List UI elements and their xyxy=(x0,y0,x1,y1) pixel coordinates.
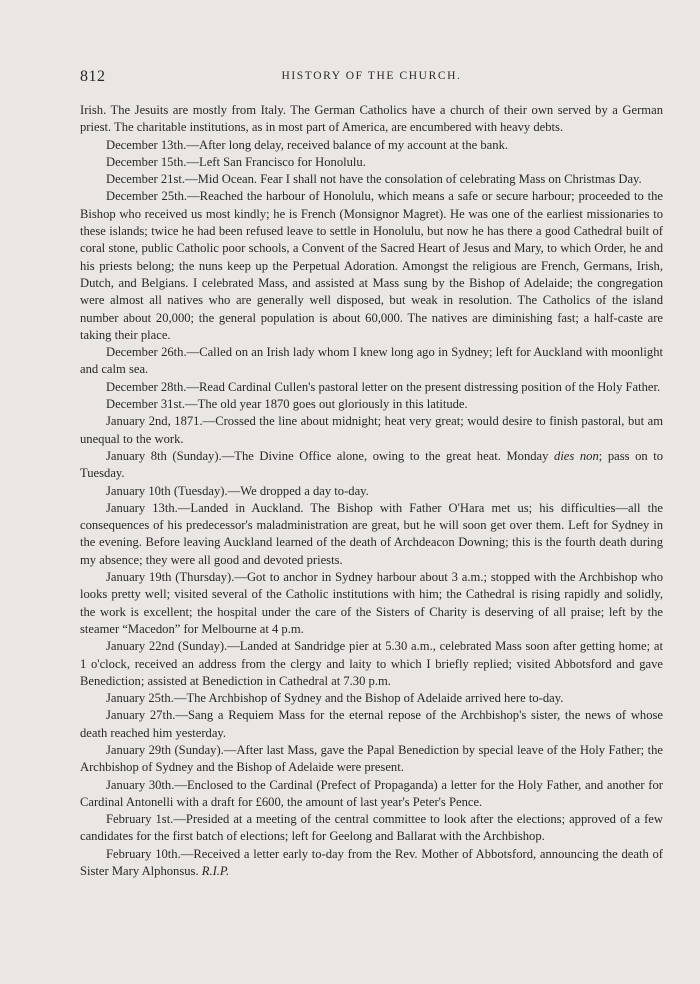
italic-phrase: R.I.P. xyxy=(201,864,230,879)
paragraph-jan-29: January 29th (Sunday).—After last Mass, gave the Papal Benediction by special leave of the Holy Father; the Archbishop of Sydney and the Bishop of Adelaide were present. xyxy=(80,742,663,775)
paragraph-jan-2: January 2nd, 1871.—Crossed the line about midnight; heat very great; would desire to finish pastoral, but am unequal to the work. xyxy=(80,414,663,446)
paragraph-dec-15: December 15th.—Left San Francisco for Honolulu. xyxy=(106,154,366,169)
body-text xyxy=(80,102,663,880)
paragraph-continuation: Irish. The Jesuits are mostly from Italy. The German Catholics have a church of their own served by a German priest. The charitable institutions, as in most part of America, are encumbered with heavy debts. xyxy=(80,103,663,135)
paragraph-dec-26: December 26th.—Called on an Irish lady whom I knew long ago in Sydney; left for Auckland with moonlight and calm sea. xyxy=(80,345,663,377)
paragraph-dec-21: December 21st.—Mid Ocean. Fear I shall not have the consolation of celebrating Mass on Christmas Day. xyxy=(106,172,642,187)
paragraph-dec-25: December 25th.—Reached the harbour of Honolulu, which means a safe or secure harbour; proceeded to the Bishop who received us most kindly; he is French (Monsignor Magret). He was one of the earliest missionaries to these islands; twice he had been refused leave to settle in Honolulu, but now he has there a good Cathedral built of coral stone, public Catholic poor schools, a Convent of the Sacred Heart of Jesus and Mary, to which Order, he and his priests belong; the nuns keep up the Perpetual Adoration. Amongst the religious are French, Germans, Irish, Dutch, and Belgians. I celebrated Mass, and assisted at Mass sung by the Bishop of Adelaide; the congregation were almost all natives who are generally well disposed, but weak in resolution. The Catholics of the island number about 20,000; the general population is about 60,000. The natives are diminishing fast; a half-caste are taking their place. xyxy=(80,189,663,342)
paragraph-jan-10: January 10th (Tuesday).—We dropped a day to-day. xyxy=(106,483,369,498)
book-page xyxy=(80,68,663,880)
paragraph-jan-19: January 19th (Thursday).—Got to anchor in Sydney harbour about 3 a.m.; stopped with the Archbishop who looks pretty well; visited several of the Catholic institutions with him; the Cathedral is rising rapidly and solidly, the work is excellent; the hospital under the care of the Sisters of Charity is deserving of all praise; left by the steamer “Macedon” for Melbourne at 4 p.m. xyxy=(80,570,663,636)
page-header xyxy=(80,68,663,92)
paragraph-feb-10: February 10th.—Received a letter early to-day from the Rev. Mother of Abbotsford, announcing the death of Sister Mary Alphonsus. R.I.P. xyxy=(80,846,663,879)
paragraph-dec-28: December 28th.—Read Cardinal Cullen's pastoral letter on the present distressing position of the Holy Father. xyxy=(106,379,661,394)
paragraph-jan-27: January 27th.—Sang a Requiem Mass for the eternal repose of the Archbishop's sister, the news of whose death reached him yesterday. xyxy=(80,708,663,740)
italic-phrase: dies non xyxy=(554,448,599,463)
paragraph-feb-1: February 1st.—Presided at a meeting of the central committee to look after the elections; approved of a few candidates for the first batch of elections; left for Geelong and Ballarat with the Archbishop. xyxy=(80,812,663,844)
paragraph-jan-22: January 22nd (Sunday).—Landed at Sandridge pier at 5.30 a.m., celebrated Mass soon after getting home; at 1 o'clock, received an address from the clergy and laity to which I briefly replied; visited Abbotsford and gave Benediction; assisted at Benediction in Cathedral at 7.30 p.m. xyxy=(80,639,663,688)
paragraph-dec-13: December 13th.—After long delay, received balance of my account at the bank. xyxy=(106,137,509,152)
paragraph-jan-13: January 13th.—Landed in Auckland. The Bishop with Father O'Hara met us; his difficulties—all the consequences of his predecessor's maladministration are great, but he will soon get over them. Left for Sydney in the evening. Before leaving Auckland learned of the death of Archdeacon Downing; this is the fourth death during my absence; they were all good and devoted priests. xyxy=(80,500,663,567)
paragraph-dec-31: December 31st.—The old year 1870 goes out gloriously in this latitude. xyxy=(106,397,468,412)
running-head: HISTORY OF THE CHURCH. xyxy=(281,70,462,82)
paragraph-jan-8: January 8th (Sunday).—The Divine Office alone, owing to the great heat. Monday dies non; pass on to Tuesday. xyxy=(80,448,664,481)
page-number: 812 xyxy=(80,68,106,85)
paragraph-jan-30: January 30th.—Enclosed to the Cardinal (Prefect of Propaganda) a letter for the Holy Father, and another for Cardinal Antonelli with a draft for £600, the amount of last year's Peter's Pence. xyxy=(80,777,663,809)
paragraph-jan-25: January 25th.—The Archbishop of Sydney and the Bishop of Adelaide arrived here to-day. xyxy=(106,691,564,706)
